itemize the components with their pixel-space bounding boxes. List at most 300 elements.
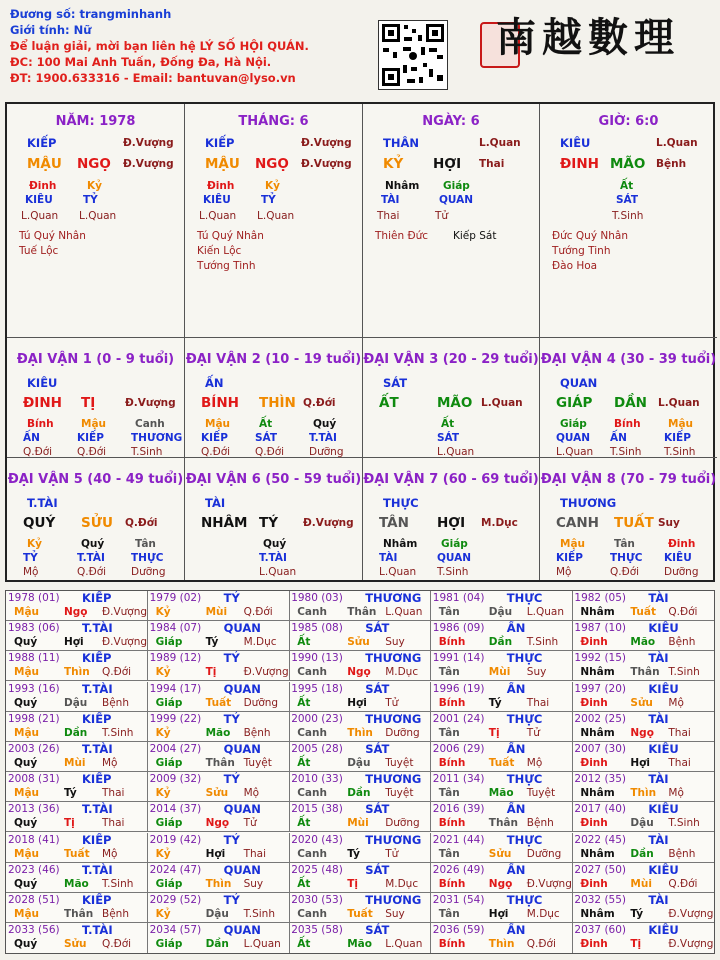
- luck-hidden-stem: Canh: [135, 418, 165, 430]
- pillar-title: GIỜ: 6:0: [598, 114, 659, 129]
- year-branch: Thân: [630, 666, 660, 679]
- year-life-stage: Suy: [243, 877, 264, 890]
- header-info: [10, 6, 370, 86]
- luck-pillar-cell: [540, 338, 717, 458]
- heavenly-stem: ĐINH: [560, 156, 599, 172]
- year-cell: [431, 591, 573, 621]
- year-branch: Dậu: [205, 908, 229, 920]
- year-cell: [6, 893, 148, 923]
- year-branch: Tuất: [488, 757, 515, 769]
- year-stem: Canh: [297, 666, 327, 679]
- year-branch: Thìn: [630, 787, 657, 800]
- year-label: 2012 (35): [574, 773, 627, 786]
- year-cell: [148, 712, 290, 742]
- annual-luck-table: [5, 590, 715, 954]
- luck-hidden-stem: Ất: [259, 418, 273, 430]
- year-stem: Mậu: [14, 606, 40, 618]
- year-life-stage: Q.Đới: [102, 666, 132, 679]
- luck-hidden-stem: Quý: [263, 538, 287, 550]
- luck-pillar-title: ĐẠI VẬN 7 (60 - 69 tuổi): [363, 472, 539, 487]
- year-life-stage: Q.Đới: [668, 877, 698, 890]
- luck-hidden-stem: Quý: [81, 538, 105, 550]
- luck-hidden-ten-god: T.TÀI: [77, 552, 105, 564]
- shensha-item: Đào Hoa: [552, 260, 598, 272]
- shensha-item: Đức Quý Nhân: [552, 230, 628, 242]
- year-branch: Hợi: [347, 696, 367, 709]
- year-life-stage: M.Dục: [526, 908, 560, 920]
- year-cell: [148, 591, 290, 621]
- year-branch: Tị: [205, 666, 217, 679]
- luck-pillar-cell: [363, 458, 540, 580]
- pillar-star-state: L.Quan: [479, 137, 521, 149]
- year-label: 1984 (07): [149, 622, 202, 635]
- luck-pillar-title: ĐẠI VẬN 2 (10 - 19 tuổi): [185, 352, 362, 367]
- year-label: 2014 (37): [149, 803, 202, 816]
- year-branch: Mão: [488, 787, 514, 800]
- life-stage: Đ.Vượng: [301, 158, 352, 170]
- year-branch: Dần: [205, 938, 229, 951]
- luck-pillar-title: ĐẠI VẬN 4 (30 - 39 tuổi): [540, 352, 717, 367]
- year-life-stage: Đ.Vượng: [102, 636, 148, 649]
- hidden-stem: Nhâm: [385, 180, 420, 192]
- luck-pillar-cell: [7, 338, 185, 458]
- year-ten-god: TÀI: [648, 893, 669, 907]
- year-cell: [431, 682, 573, 712]
- year-life-stage: Dưỡng: [526, 847, 562, 860]
- year-stem: Bính: [438, 817, 466, 830]
- year-life-stage: L.Quan: [243, 938, 281, 951]
- year-branch: Thân: [64, 908, 94, 920]
- year-ten-god: KIẾP: [82, 711, 112, 726]
- year-life-stage: T.Sinh: [668, 666, 700, 679]
- year-stem: Bính: [438, 636, 466, 649]
- luck-hidden-ten-god: SÁT: [437, 432, 460, 444]
- luck-hidden-stem: Tân: [135, 538, 156, 550]
- year-branch: Tị: [630, 938, 642, 951]
- year-stem: Canh: [297, 787, 327, 800]
- year-ten-god: T.TÀI: [82, 742, 113, 756]
- luck-hidden-stem: Giáp: [441, 538, 468, 550]
- year-branch: Thân: [205, 757, 235, 769]
- year-cell: [572, 651, 714, 681]
- luck-hidden-life-stage: L.Quan: [556, 446, 594, 458]
- year-cell: [148, 682, 290, 712]
- address-line: ĐC: 100 Mai Anh Tuấn, Đống Đa, Hà Nội.: [10, 55, 272, 69]
- year-ten-god: SÁT: [365, 802, 390, 817]
- year-ten-god: ẤN: [506, 681, 526, 696]
- year-branch: Mùi: [64, 757, 86, 769]
- year-branch: Sửu: [205, 787, 229, 800]
- year-life-stage: M.Dục: [385, 877, 419, 890]
- year-life-stage: Thai: [668, 726, 691, 739]
- year-branch: Dần: [488, 636, 513, 649]
- year-label: 2010 (33): [291, 773, 343, 786]
- luck-ten-god: SÁT: [383, 376, 408, 390]
- year-label: 2037 (60): [574, 924, 627, 937]
- year-cell: [6, 863, 148, 893]
- year-cell: [572, 742, 714, 772]
- year-label: 2001 (24): [432, 712, 485, 725]
- luck-hidden-ten-god: KIẾP: [556, 552, 583, 564]
- earthly-branch: MÃO: [610, 156, 646, 172]
- year-life-stage: Suy: [385, 636, 405, 649]
- year-life-stage: L.Quan: [385, 606, 423, 618]
- luck-earthly-branch: TÝ: [259, 515, 278, 531]
- year-ten-god: T.TÀI: [82, 681, 113, 696]
- year-stem: Quý: [14, 817, 38, 830]
- year-label: 2022 (45): [574, 833, 627, 846]
- year-ten-god: T.TÀI: [82, 923, 113, 938]
- year-label: 2018 (41): [8, 833, 60, 846]
- year-life-stage: Tuyệt: [385, 787, 414, 800]
- year-stem: Canh: [297, 908, 327, 920]
- luck-pillar-title: ĐẠI VẬN 5 (40 - 49 tuổi): [7, 472, 184, 487]
- year-label: 2007 (30): [574, 743, 627, 755]
- year-ten-god: TỶ: [223, 772, 240, 787]
- year-cell: [148, 742, 290, 772]
- year-cell: [289, 742, 431, 772]
- year-life-stage: L.Quan: [526, 606, 564, 618]
- luck-hidden-life-stage: Q.Đới: [610, 566, 640, 578]
- luck-pillar-cell: [540, 458, 717, 580]
- year-ten-god: THỰC: [506, 711, 543, 726]
- year-branch: Dậu: [488, 606, 513, 618]
- year-cell: [148, 621, 290, 651]
- year-life-stage: Tử: [526, 726, 540, 739]
- year-label: 2026 (49): [432, 863, 485, 876]
- year-ten-god: ẤN: [506, 802, 526, 817]
- year-label: 1990 (13): [291, 652, 343, 665]
- year-branch: Mão: [64, 877, 89, 890]
- year-life-stage: T.Sinh: [243, 908, 275, 920]
- year-ten-god: THƯƠNG: [365, 893, 422, 907]
- year-label: 2004 (27): [149, 743, 202, 755]
- year-stem: Tân: [438, 787, 460, 800]
- year-ten-god: TÀI: [648, 772, 669, 787]
- year-life-stage: Tuyệt: [385, 757, 414, 769]
- year-stem: Nhâm: [580, 666, 615, 679]
- year-ten-god: KIẾP: [82, 893, 112, 907]
- luck-heavenly-stem: GIÁP: [556, 395, 593, 411]
- luck-hidden-stem: Ất: [441, 418, 455, 430]
- year-life-stage: Mộ: [243, 787, 260, 800]
- year-cell: [6, 682, 148, 712]
- year-cell: [431, 742, 573, 772]
- hidden-ten-god: TÀI: [381, 194, 400, 206]
- luck-life-stage: Đ.Vượng: [303, 517, 354, 529]
- year-stem: Đinh: [580, 757, 608, 769]
- logo-text: 南越數理: [496, 14, 680, 61]
- year-label: 1988 (11): [8, 652, 60, 665]
- luck-heavenly-stem: QUÝ: [23, 515, 56, 531]
- year-life-stage: T.Sinh: [102, 726, 134, 739]
- year-label: 2032 (55): [574, 894, 627, 906]
- earthly-branch: NGỌ: [255, 156, 289, 172]
- luck-hidden-ten-god: T.TÀI: [309, 432, 337, 444]
- year-branch: Mùi: [205, 606, 228, 618]
- year-ten-god: QUAN: [223, 681, 261, 696]
- year-stem: Đinh: [580, 696, 608, 709]
- year-ten-god: ẤN: [506, 862, 526, 877]
- luck-hidden-ten-god: QUAN: [556, 432, 591, 444]
- year-branch: Dần: [630, 847, 654, 860]
- hidden-stem: Giáp: [443, 180, 470, 192]
- luck-hidden-stem: Quý: [313, 418, 337, 430]
- pillar-title: THÁNG: 6: [238, 114, 309, 129]
- year-stem: Nhâm: [580, 726, 615, 739]
- bazi-chart: [5, 102, 715, 582]
- luck-hidden-ten-god: KIẾP: [201, 432, 228, 444]
- year-ten-god: THỰC: [506, 772, 543, 787]
- year-branch: Mùi: [630, 877, 652, 890]
- year-ten-god: KIÊU: [648, 802, 679, 817]
- luck-hidden-life-stage: Q.Đới: [77, 566, 107, 578]
- luck-hidden-ten-god: KIẾP: [77, 432, 104, 444]
- year-branch: Dần: [64, 726, 88, 739]
- year-stem: Kỷ: [155, 606, 171, 618]
- year-label: 1987 (10): [574, 622, 627, 635]
- year-branch: Dậu: [347, 757, 371, 769]
- luck-hidden-ten-god: THƯƠNG: [131, 432, 183, 444]
- year-label: 2027 (50): [574, 863, 627, 876]
- year-cell: [6, 923, 148, 953]
- year-label: 2016 (39): [432, 803, 485, 816]
- year-cell: [289, 863, 431, 893]
- year-ten-god: QUAN: [223, 742, 261, 756]
- year-label: 1978 (01): [8, 592, 60, 604]
- hidden-ten-god: KIÊU: [25, 194, 53, 206]
- gender-line: Giới tính: Nữ: [10, 23, 92, 37]
- year-cell: [148, 863, 290, 893]
- year-ten-god: ẤN: [506, 742, 526, 756]
- hidden-ten-god: QUAN: [439, 194, 474, 206]
- pillar-cell: [540, 104, 717, 338]
- luck-ten-god: KIÊU: [27, 376, 58, 390]
- year-cell: [6, 621, 148, 651]
- year-branch: Mão: [347, 938, 372, 951]
- year-life-stage: Bệnh: [526, 817, 554, 830]
- hidden-life-stage: Thai: [377, 210, 400, 222]
- year-cell: [572, 863, 714, 893]
- luck-hidden-life-stage: Dưỡng: [309, 446, 344, 458]
- year-branch: Dậu: [64, 696, 88, 709]
- year-label: 2006 (29): [432, 743, 485, 755]
- year-stem: Canh: [297, 726, 327, 739]
- year-stem: Giáp: [155, 877, 183, 890]
- year-label: 2002 (25): [574, 712, 627, 725]
- luck-hidden-life-stage: T.Sinh: [664, 446, 696, 458]
- luck-hidden-life-stage: Q.Đới: [201, 446, 231, 458]
- year-label: 1993 (16): [8, 682, 60, 695]
- luck-life-stage: Suy: [658, 517, 680, 529]
- year-life-stage: Mộ: [102, 847, 118, 860]
- year-branch: Tý: [630, 908, 644, 920]
- year-label: 1980 (03): [291, 592, 343, 604]
- year-label: 1982 (05): [574, 592, 627, 604]
- year-label: 1986 (09): [432, 622, 485, 635]
- year-label: 2011 (34): [432, 773, 485, 786]
- year-label: 1996 (19): [432, 682, 485, 695]
- year-life-stage: Q.Đới: [668, 606, 698, 618]
- year-label: 2009 (32): [149, 773, 202, 786]
- year-branch: Thìn: [205, 877, 232, 890]
- year-label: 2033 (56): [8, 924, 60, 937]
- year-label: 2028 (51): [8, 894, 60, 906]
- hidden-ten-god: KIÊU: [203, 194, 231, 206]
- year-ten-god: THƯƠNG: [365, 711, 422, 726]
- year-cell: [572, 712, 714, 742]
- year-label: 1989 (12): [149, 652, 202, 665]
- luck-pillar-cell: [185, 338, 363, 458]
- year-cell: [289, 651, 431, 681]
- year-ten-god: TỶ: [223, 591, 240, 605]
- year-ten-god: SÁT: [365, 862, 390, 877]
- year-life-stage: Thai: [102, 817, 125, 830]
- luck-hidden-stem: Bính: [27, 418, 54, 430]
- year-life-stage: Bệnh: [102, 696, 129, 709]
- shensha-item: Tướng Tinh: [552, 245, 611, 257]
- luck-heavenly-stem: BÍNH: [201, 395, 239, 411]
- year-stem: Giáp: [155, 817, 183, 830]
- year-stem: Ất: [297, 636, 311, 649]
- year-label: 2015 (38): [291, 803, 343, 816]
- year-ten-god: QUAN: [223, 802, 261, 817]
- luck-hidden-life-stage: Q.Đới: [255, 446, 285, 458]
- year-stem: Ất: [297, 877, 311, 890]
- year-cell: [431, 923, 573, 953]
- hidden-ten-god: TỶ: [83, 194, 98, 206]
- year-stem: Bính: [438, 696, 466, 709]
- luck-life-stage: Q.Đới: [125, 517, 158, 529]
- year-label: 1999 (22): [149, 712, 202, 725]
- luck-earthly-branch: TỊ: [81, 395, 96, 411]
- year-label: 1998 (21): [8, 712, 60, 725]
- hidden-life-stage: Tử: [435, 210, 449, 222]
- pillar-title: NGÀY: 6: [422, 114, 480, 129]
- year-life-stage: Thai: [102, 787, 125, 800]
- qr-code-icon: [378, 20, 448, 90]
- year-stem: Ất: [297, 757, 311, 769]
- year-stem: Nhâm: [580, 908, 615, 920]
- luck-heavenly-stem: CANH: [556, 515, 599, 531]
- year-life-stage: Mộ: [526, 757, 543, 769]
- luck-hidden-life-stage: T.Sinh: [437, 566, 469, 578]
- year-branch: Thìn: [64, 666, 90, 679]
- luck-hidden-life-stage: Dưỡng: [131, 566, 166, 578]
- shensha-item: Tuế Lộc: [19, 245, 59, 257]
- year-branch: Sửu: [630, 696, 653, 709]
- year-label: 2024 (47): [149, 863, 202, 876]
- year-ten-god: KIÊU: [648, 742, 679, 756]
- luck-hidden-life-stage: L.Quan: [379, 566, 417, 578]
- luck-hidden-stem: Mậu: [205, 418, 231, 430]
- heavenly-stem: MẬU: [27, 156, 62, 172]
- year-label: 1995 (18): [291, 682, 343, 695]
- year-branch: Ngọ: [205, 817, 230, 830]
- year-stem: Đinh: [580, 817, 608, 830]
- luck-earthly-branch: MÃO: [437, 395, 473, 411]
- luck-hidden-life-stage: L.Quan: [259, 566, 297, 578]
- hidden-stem: Kỷ: [265, 180, 280, 192]
- year-ten-god: THỰC: [506, 591, 543, 605]
- pillar-ten-god: KIẾP: [205, 136, 235, 150]
- luck-pillar-title: ĐẠI VẬN 6 (50 - 59 tuổi): [185, 472, 362, 487]
- year-stem: Mậu: [14, 847, 40, 860]
- year-life-stage: Dưỡng: [385, 726, 420, 739]
- year-life-stage: Suy: [526, 666, 547, 679]
- year-branch: Hợi: [205, 847, 226, 860]
- year-cell: [289, 621, 431, 651]
- year-label: 2034 (57): [149, 924, 202, 937]
- luck-ten-god: THƯƠNG: [560, 496, 617, 510]
- year-cell: [6, 833, 148, 863]
- year-stem: Tân: [438, 726, 460, 739]
- life-stage: Thai: [479, 158, 505, 170]
- life-stage: Bệnh: [656, 158, 687, 170]
- year-ten-god: SÁT: [365, 742, 390, 756]
- year-branch: Ngọ: [488, 877, 513, 890]
- year-branch: Hợi: [488, 908, 509, 920]
- year-branch: Mùi: [488, 666, 511, 679]
- year-branch: Tị: [347, 877, 358, 890]
- year-cell: [289, 802, 431, 832]
- hidden-stem: Đinh: [207, 180, 235, 192]
- year-branch: Dậu: [630, 817, 654, 830]
- year-label: 2021 (44): [432, 833, 485, 846]
- year-branch: Thìn: [488, 938, 515, 951]
- year-ten-god: SÁT: [365, 621, 390, 636]
- year-branch: Tý: [347, 847, 360, 860]
- luck-hidden-stem: Kỷ: [27, 538, 42, 550]
- year-ten-god: TÀI: [648, 591, 669, 605]
- shensha-item: Tú Quý Nhân: [19, 230, 86, 242]
- year-life-stage: Đ.Vượng: [668, 908, 714, 920]
- luck-hidden-stem: Mậu: [81, 418, 107, 430]
- year-label: 2023 (46): [8, 863, 60, 876]
- luck-earthly-branch: DẦN: [614, 395, 647, 411]
- pillar-star-state: Đ.Vượng: [123, 137, 174, 149]
- life-stage: Đ.Vượng: [123, 158, 174, 170]
- year-branch: Tuất: [64, 847, 90, 860]
- year-branch: Hợi: [64, 636, 84, 649]
- year-cell: [6, 712, 148, 742]
- year-cell: [431, 621, 573, 651]
- year-stem: Giáp: [155, 757, 183, 769]
- luck-hidden-life-stage: T.Sinh: [131, 446, 163, 458]
- year-stem: Nhâm: [580, 847, 615, 860]
- year-cell: [289, 833, 431, 863]
- year-label: 1991 (14): [432, 652, 485, 665]
- year-cell: [148, 923, 290, 953]
- pillar-ten-god: THÂN: [383, 136, 419, 150]
- year-ten-god: QUAN: [223, 923, 261, 938]
- luck-hidden-ten-god: SÁT: [255, 432, 278, 444]
- hidden-stem: Ất: [620, 180, 634, 192]
- year-label: 2013 (36): [8, 803, 60, 816]
- year-life-stage: Tuyệt: [243, 757, 272, 769]
- year-ten-god: T.TÀI: [82, 621, 113, 636]
- luck-hidden-ten-god: T.TÀI: [259, 552, 287, 564]
- year-stem: Kỷ: [155, 787, 171, 800]
- year-ten-god: THƯƠNG: [365, 591, 422, 605]
- year-label: 2017 (40): [574, 803, 627, 816]
- year-label: 1979 (02): [149, 592, 202, 604]
- luck-earthly-branch: THÌN: [259, 395, 296, 411]
- year-branch: Sửu: [64, 938, 87, 951]
- pillar-ten-god: KIÊU: [560, 136, 591, 150]
- hidden-life-stage: L.Quan: [21, 210, 59, 222]
- year-ten-god: TÀI: [648, 711, 669, 726]
